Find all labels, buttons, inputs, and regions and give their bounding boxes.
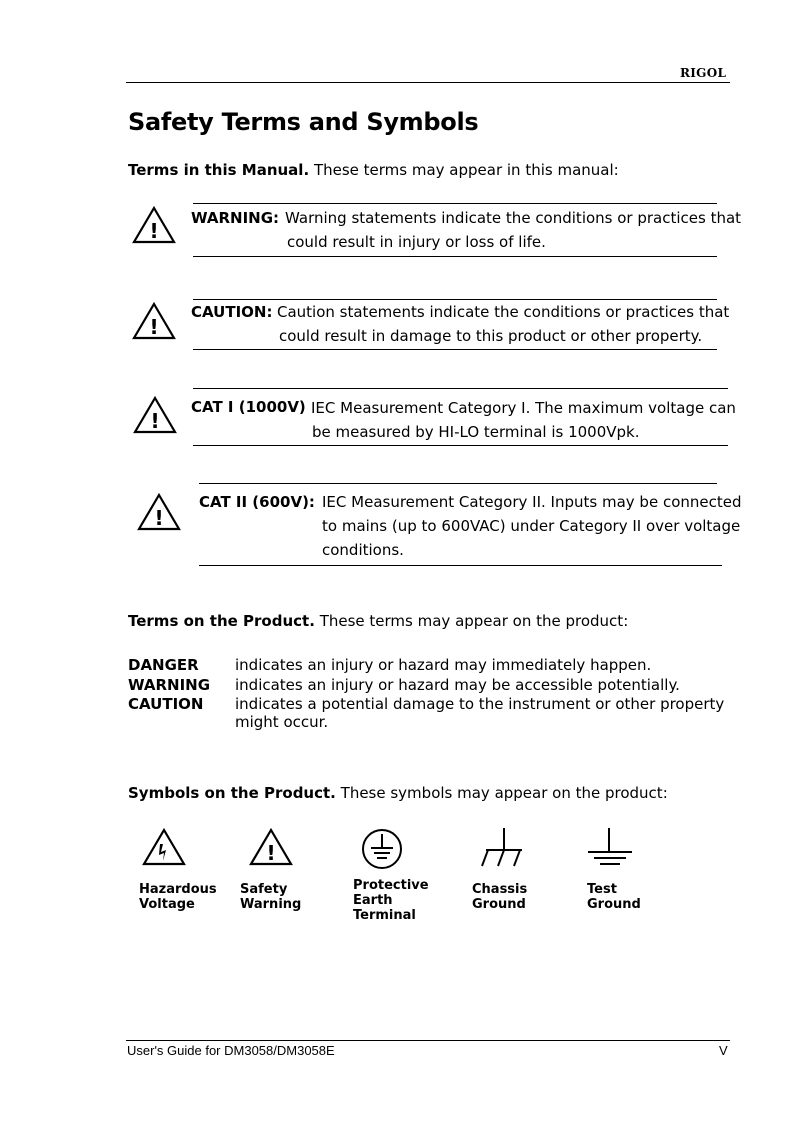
symbol-label-line: Chassis: [472, 882, 528, 897]
symbol-label-line: Warning: [240, 897, 302, 912]
product-symbols-lead: [128, 784, 668, 802]
term-label: CAT II (600V):: [199, 493, 315, 511]
safety-warning-label: [240, 882, 301, 912]
protective-earth-label: [353, 878, 429, 923]
box-bottom-rule: [193, 349, 717, 350]
symbol-label-line: Ground: [587, 897, 641, 912]
term-warning-desc: indicates an injury or hazard may be accessible potentially.: [235, 676, 680, 694]
box-top-rule: [199, 483, 717, 484]
svg-text:!: !: [150, 409, 160, 433]
chassis-ground-icon: [478, 826, 526, 870]
manual-terms-lead-text: These terms may appear in this manual:: [313, 161, 619, 179]
manual-terms-lead: [128, 161, 619, 179]
term-desc-line: to mains (up to 600VAC) under Category II over voltage: [322, 517, 741, 535]
chassis-ground-label: [472, 882, 527, 912]
safety-warning-icon: [249, 828, 293, 866]
symbol-label-line: Test: [587, 882, 617, 897]
test-ground-icon: [586, 826, 634, 870]
term-desc-line: could result in injury or loss of life.: [287, 233, 546, 251]
protective-earth-icon: [360, 828, 404, 870]
test-ground-label: [587, 882, 641, 912]
symbol-label-line: Ground: [472, 897, 526, 912]
term-label: WARNING:: [191, 209, 280, 227]
term-desc-line: IEC Measurement Category II. Inputs may be connected: [322, 493, 742, 511]
term-label: CAUTION:: [191, 303, 273, 321]
symbol-label-line: Protective: [353, 878, 429, 893]
term-desc-line: be measured by HI-LO terminal is 1000Vpk.: [312, 423, 640, 441]
symbol-label-line: Voltage: [139, 897, 195, 912]
product-symbols-lead-text: These symbols may appear on the product:: [340, 784, 668, 802]
product-terms-lead: [128, 612, 628, 630]
box-bottom-rule: [193, 256, 717, 257]
term-danger: DANGER: [128, 656, 199, 674]
warning-triangle-icon: [133, 396, 177, 434]
brand-logo: RIGOL: [680, 66, 727, 80]
symbol-label-line: Safety: [240, 882, 288, 897]
term-desc-line: could result in damage to this product or other property.: [279, 327, 703, 345]
term-caution: CAUTION: [128, 695, 204, 713]
header-rule: [126, 82, 730, 83]
svg-text:!: !: [266, 841, 276, 865]
box-top-rule: [193, 203, 717, 204]
term-caution-desc: indicates a potential damage to the instrument or other property: [235, 695, 725, 713]
term-caution-desc-cont: might occur.: [235, 713, 329, 731]
term-desc-line: conditions.: [322, 541, 404, 559]
term-danger-desc: indicates an injury or hazard may immediately happen.: [235, 656, 652, 674]
hazardous-voltage-label: [139, 882, 217, 912]
symbol-label-line: Terminal: [353, 908, 416, 923]
warning-triangle-icon: [132, 302, 176, 340]
page-title: Safety Terms and Symbols: [128, 108, 479, 136]
warning-triangle-icon: [137, 493, 181, 531]
svg-text:!: !: [154, 506, 164, 530]
svg-text:!: !: [149, 219, 159, 243]
symbol-label-line: Hazardous: [139, 882, 217, 897]
term-desc-line: Caution statements indicate the conditions or practices that: [277, 303, 730, 321]
footer-rule: [126, 1040, 730, 1041]
footer-guide-title: User's Guide for DM3058/DM3058E: [127, 1043, 335, 1058]
box-bottom-rule: [199, 565, 722, 566]
hazardous-voltage-icon: [142, 828, 186, 866]
term-desc-line: Warning statements indicate the conditions or practices that: [285, 209, 742, 227]
product-terms-lead-text: These terms may appear on the product:: [319, 612, 629, 630]
svg-text:!: !: [149, 315, 159, 339]
symbol-label-line: Earth: [353, 893, 393, 908]
term-desc-line: IEC Measurement Category I. The maximum voltage can: [311, 399, 736, 417]
warning-triangle-icon: [132, 206, 176, 244]
product-symbols-lead-bold: Symbols on the Product.: [128, 784, 336, 802]
footer-page-number: V: [719, 1043, 728, 1058]
box-bottom-rule: [193, 445, 728, 446]
term-label: CAT I (1000V): [191, 398, 306, 416]
term-warning: WARNING: [128, 676, 211, 694]
manual-terms-lead-bold: Terms in this Manual.: [128, 161, 310, 179]
product-terms-lead-bold: Terms on the Product.: [128, 612, 315, 630]
box-top-rule: [193, 388, 728, 389]
